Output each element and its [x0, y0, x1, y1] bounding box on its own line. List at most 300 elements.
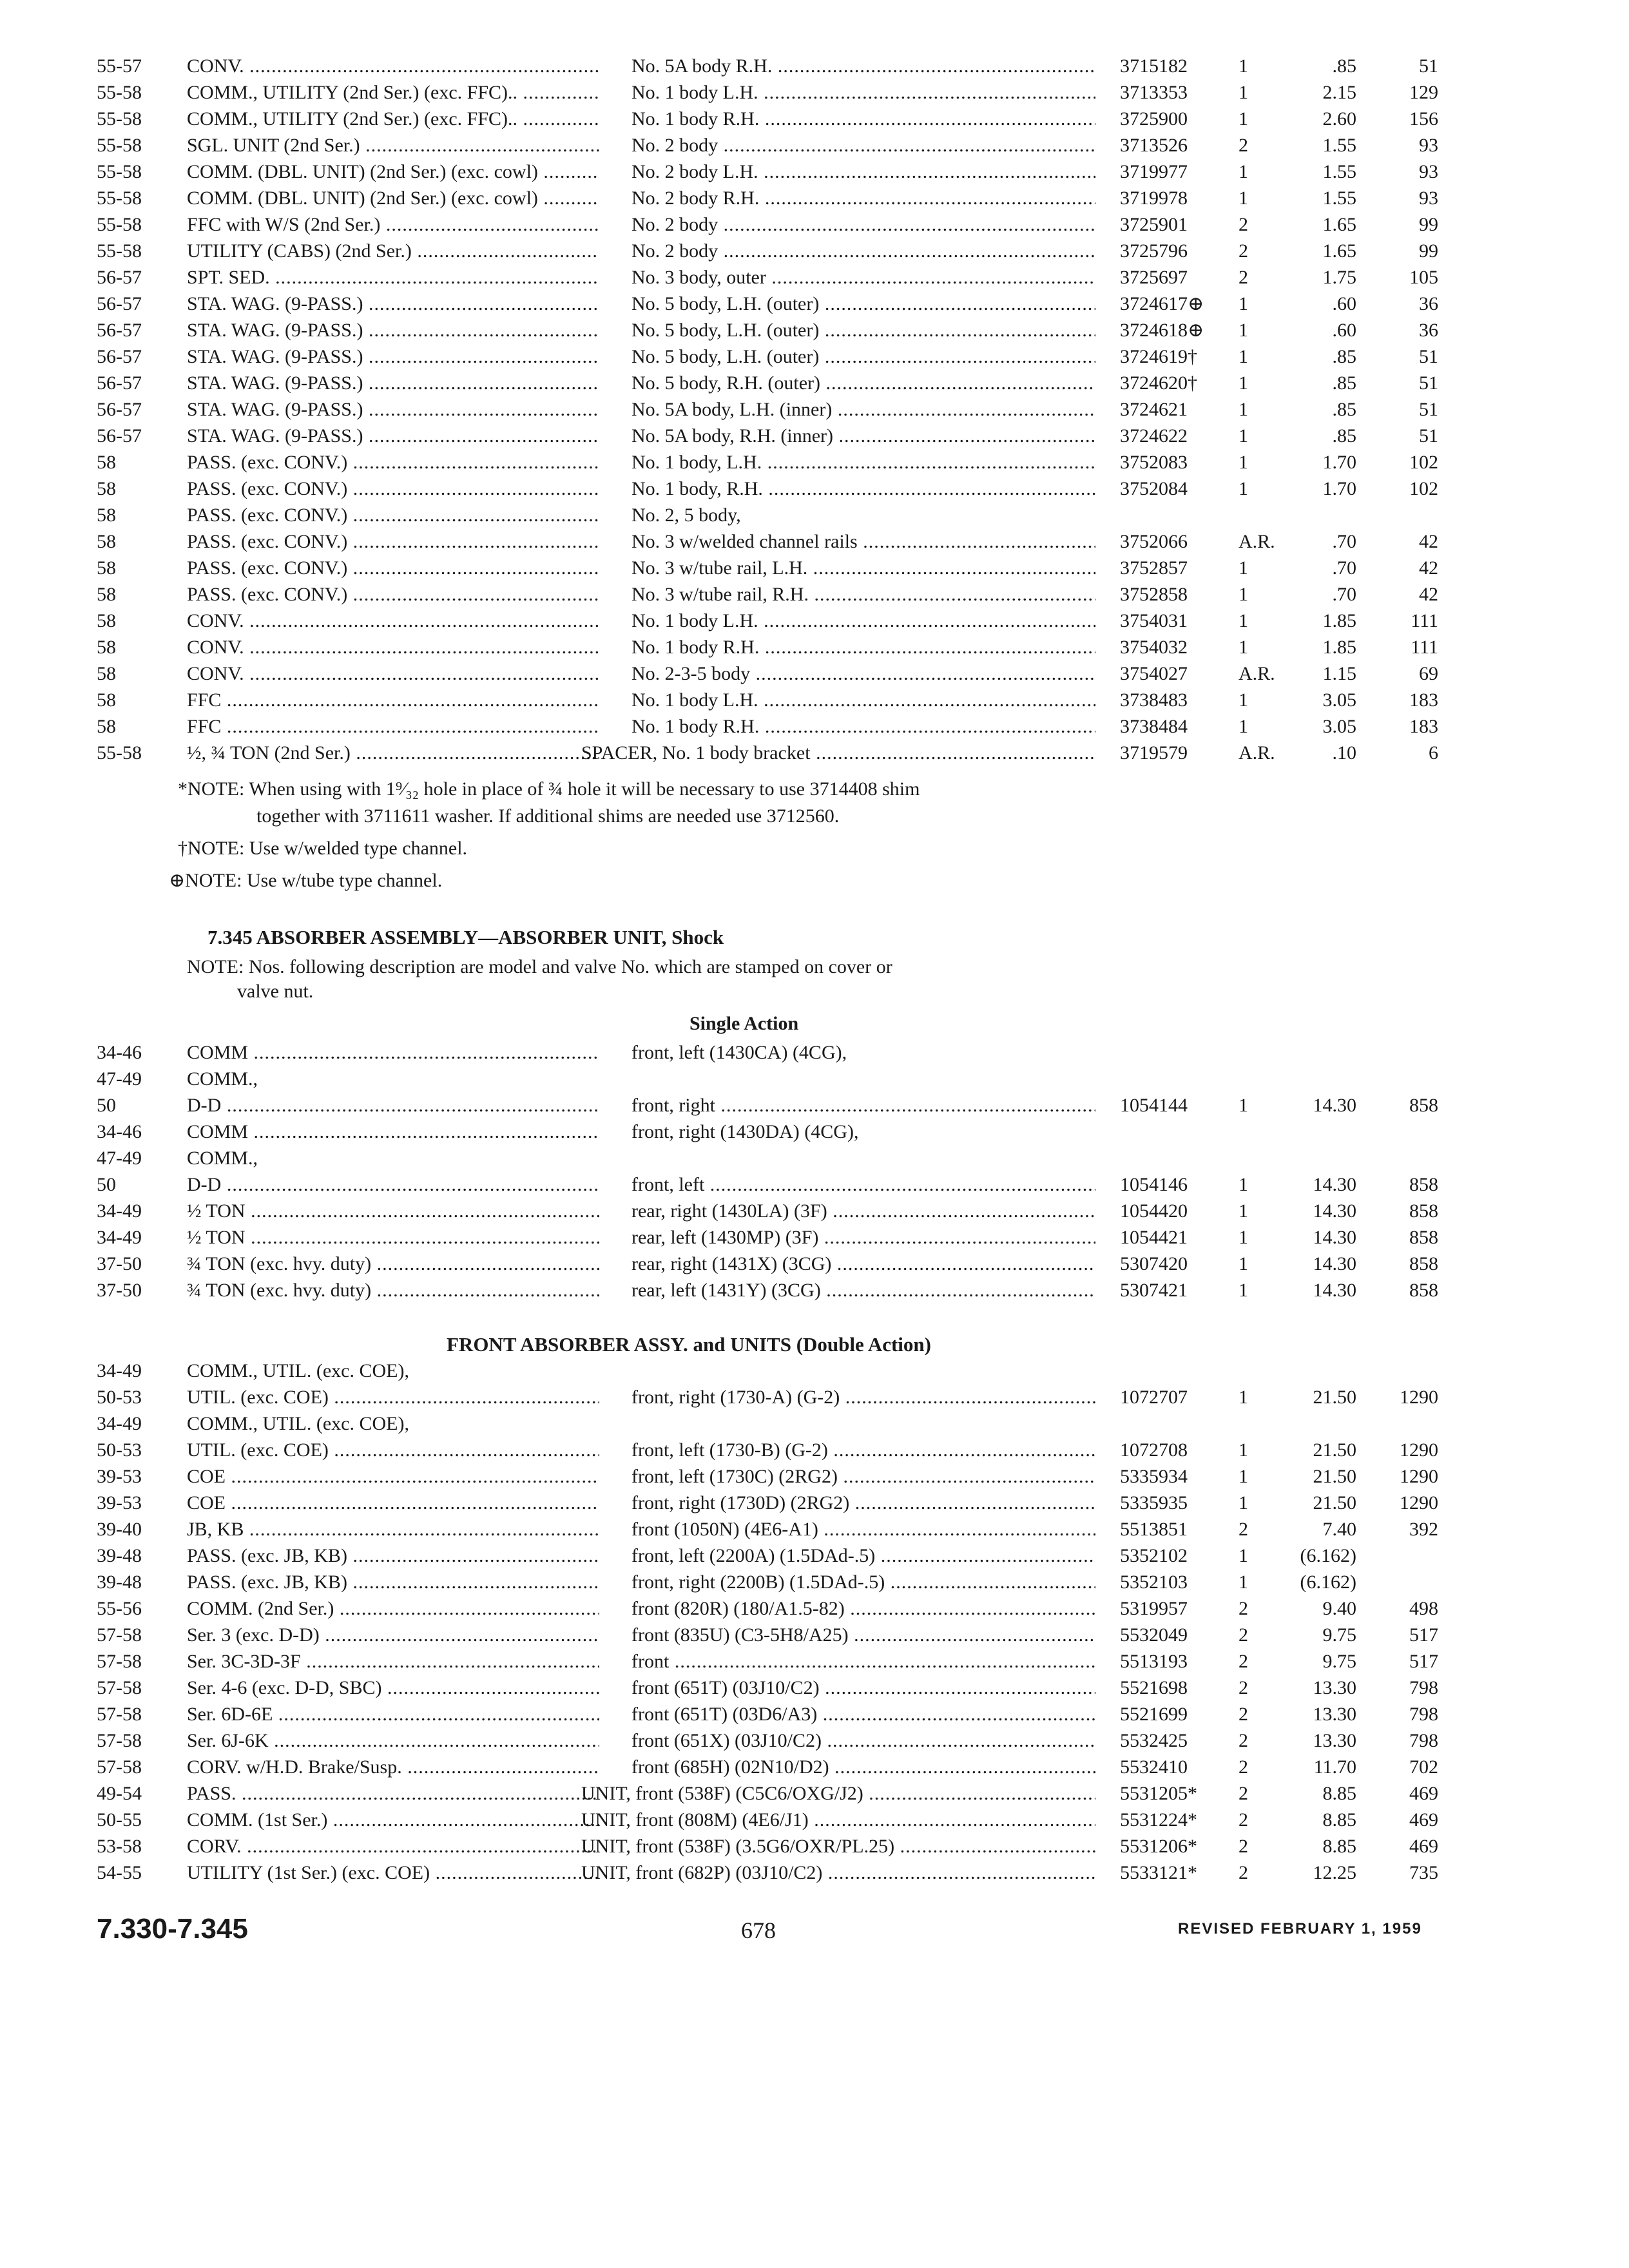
- description-cell: front (685H) (02N10/D2) .....: [631, 1754, 1095, 1780]
- price-alt-cell: 105: [1409, 267, 1438, 288]
- section-heading-double-action: FRONT ABSORBER ASSY. and UNITS (Double Action): [447, 1333, 931, 1356]
- part-number-cell: 5521698: [1120, 1677, 1188, 1698]
- model-cell: STA. WAG. (9-PASS.) .....: [187, 423, 599, 449]
- year-cell: 55-58: [97, 161, 142, 182]
- year-cell: 55-57: [97, 55, 142, 77]
- price-alt-cell: 36: [1419, 293, 1438, 314]
- price-alt-cell: 392: [1409, 1519, 1438, 1540]
- price-alt-cell: 93: [1419, 161, 1438, 182]
- quantity-cell: 1: [1239, 293, 1248, 314]
- quantity-cell: 1: [1239, 161, 1248, 182]
- description-cell: front, left .....: [631, 1172, 1095, 1198]
- price-cell: 14.30: [1313, 1253, 1356, 1274]
- price-alt-cell: 51: [1419, 425, 1438, 447]
- year-cell: 39-48: [97, 1545, 142, 1566]
- year-cell: 58: [97, 531, 116, 552]
- absorber-row: [0, 1119, 1629, 1145]
- year-cell: 58: [97, 452, 116, 473]
- description-cell: front, left (1730-B) (G-2) .....: [631, 1437, 1095, 1463]
- part-number-cell: 3754027: [1120, 663, 1188, 684]
- part-number-cell: 3752084: [1120, 478, 1188, 499]
- quantity-cell: 1: [1239, 452, 1248, 473]
- price-alt-cell: 51: [1419, 399, 1438, 420]
- description-cell: No. 2 body .....: [631, 212, 1095, 238]
- model-cell: CONV. .....: [187, 635, 599, 660]
- price-alt-cell: 42: [1419, 557, 1438, 579]
- year-cell: 50: [97, 1095, 116, 1116]
- price-alt-cell: 858: [1409, 1200, 1438, 1222]
- price-cell: .85: [1332, 425, 1356, 447]
- description-cell: SPACER, No. 1 body bracket .....: [581, 740, 1095, 766]
- model-cell: COMM., UTILITY (2nd Ser.) (exc. FFC).. .....: [187, 106, 599, 132]
- part-row: [0, 582, 1629, 608]
- part-number-cell: 5531205*: [1120, 1783, 1197, 1804]
- quantity-cell: 1: [1239, 1439, 1248, 1461]
- price-cell: 9.75: [1322, 1624, 1356, 1646]
- model-cell: CONV. .....: [187, 53, 599, 79]
- absorber-note: NOTE: Nos. following description are model and valve No. which are stamped on cover or: [187, 956, 892, 977]
- quantity-cell: A.R.: [1239, 742, 1275, 764]
- front-absorber-row: [0, 1649, 1629, 1675]
- model-cell: PASS. (exc. CONV.) .....: [187, 529, 599, 555]
- price-alt-cell: 798: [1409, 1730, 1438, 1751]
- quantity-cell: 1: [1239, 55, 1248, 77]
- price-alt-cell: 51: [1419, 55, 1438, 77]
- part-row: [0, 397, 1629, 423]
- year-cell: 58: [97, 478, 116, 499]
- price-cell: .85: [1332, 399, 1356, 420]
- quantity-cell: 1: [1239, 1174, 1248, 1195]
- quantity-cell: 2: [1239, 1756, 1248, 1778]
- part-number-cell: 5319957: [1120, 1598, 1188, 1619]
- quantity-cell: 1: [1239, 637, 1248, 658]
- price-cell: 7.40: [1322, 1519, 1356, 1540]
- quantity-cell: 1: [1239, 1545, 1248, 1566]
- model-cell: COMM., UTIL. (exc. COE),: [187, 1413, 409, 1434]
- subheading-single-action: Single Action: [689, 1013, 799, 1034]
- front-absorber-row: [0, 1543, 1629, 1569]
- model-cell: CONV. .....: [187, 608, 599, 634]
- quantity-cell: 1: [1239, 1466, 1248, 1487]
- part-number-cell: 1054146: [1120, 1174, 1188, 1195]
- part-row: [0, 318, 1629, 343]
- part-row: [0, 555, 1629, 581]
- part-row: [0, 186, 1629, 211]
- quantity-cell: 1: [1239, 1227, 1248, 1248]
- absorber-row: [0, 1198, 1629, 1224]
- price-alt-cell: 51: [1419, 372, 1438, 394]
- quantity-cell: 1: [1239, 689, 1248, 711]
- description-cell: No. 3 w/tube rail, L.H. .....: [631, 555, 1095, 581]
- year-cell: 56-57: [97, 320, 142, 341]
- description-cell: rear, left (1431Y) (3CG) .....: [631, 1278, 1095, 1303]
- front-absorber-row: [0, 1781, 1629, 1807]
- year-cell: 58: [97, 689, 116, 711]
- model-cell: STA. WAG. (9-PASS.) .....: [187, 291, 599, 317]
- part-number-cell: 3752066: [1120, 531, 1188, 552]
- year-cell: 50-53: [97, 1387, 142, 1408]
- year-cell: 56-57: [97, 267, 142, 288]
- part-number-cell: 3752858: [1120, 584, 1188, 605]
- description-cell: front .....: [631, 1649, 1095, 1675]
- year-cell: 55-56: [97, 1598, 142, 1619]
- part-row: [0, 106, 1629, 132]
- year-cell: 39-53: [97, 1466, 142, 1487]
- model-cell: Ser. 3 (exc. D-D) .....: [187, 1622, 599, 1648]
- price-cell: 2.60: [1322, 108, 1356, 130]
- price-alt-cell: 469: [1409, 1809, 1438, 1831]
- part-number-cell: 5533121*: [1120, 1862, 1197, 1883]
- price-alt-cell: 93: [1419, 187, 1438, 209]
- part-row: [0, 159, 1629, 185]
- model-cell: Ser. 6D-6E .....: [187, 1702, 599, 1727]
- year-cell: 50-53: [97, 1439, 142, 1461]
- front-absorber-row: [0, 1411, 1629, 1437]
- footer-section-range: 7.330-7.345: [97, 1913, 248, 1945]
- model-cell: COMM., UTILITY (2nd Ser.) (exc. FFC).. .....: [187, 80, 599, 106]
- part-number-cell: 1054421: [1120, 1227, 1188, 1248]
- price-cell: 13.30: [1313, 1730, 1356, 1751]
- quantity-cell: 1: [1239, 320, 1248, 341]
- model-cell: COMM. (DBL. UNIT) (2nd Ser.) (exc. cowl) .....: [187, 159, 599, 185]
- price-alt-cell: 111: [1411, 637, 1438, 658]
- model-cell: COMM .....: [187, 1040, 599, 1066]
- year-cell: 37-50: [97, 1280, 142, 1301]
- price-alt-cell: 517: [1409, 1624, 1438, 1646]
- part-row: [0, 291, 1629, 317]
- model-cell: COMM. (1st Ser.) .....: [187, 1807, 599, 1833]
- description-cell: No. 5 body, L.H. (outer) .....: [631, 344, 1095, 370]
- price-alt-cell: 183: [1409, 689, 1438, 711]
- part-number-cell: 5335935: [1120, 1492, 1188, 1514]
- footer-revised-date: REVISED FEBRUARY 1, 1959: [1178, 1920, 1422, 1937]
- description-cell: UNIT, front (538F) (C5C6/OXG/J2) .....: [581, 1781, 1095, 1807]
- year-cell: 55-58: [97, 135, 142, 156]
- year-cell: 55-58: [97, 214, 142, 235]
- part-number-cell: 3725697: [1120, 267, 1188, 288]
- description-cell: No. 5 body, R.H. (outer) .....: [631, 370, 1095, 396]
- quantity-cell: 1: [1239, 610, 1248, 631]
- absorber-row: [0, 1225, 1629, 1251]
- part-row: [0, 635, 1629, 660]
- price-cell: 1.55: [1322, 187, 1356, 209]
- year-cell: 57-58: [97, 1756, 142, 1778]
- part-row: [0, 80, 1629, 106]
- part-number-cell: 1054144: [1120, 1095, 1188, 1116]
- year-cell: 58: [97, 663, 116, 684]
- quantity-cell: 1: [1239, 399, 1248, 420]
- price-alt-cell: 69: [1419, 663, 1438, 684]
- model-cell: STA. WAG. (9-PASS.) .....: [187, 318, 599, 343]
- year-cell: 55-58: [97, 82, 142, 103]
- price-cell: (6.162): [1300, 1545, 1356, 1566]
- quantity-cell: 1: [1239, 1492, 1248, 1514]
- quantity-cell: 1: [1239, 372, 1248, 394]
- part-row: [0, 450, 1629, 476]
- model-cell: COMM. (DBL. UNIT) (2nd Ser.) (exc. cowl) .....: [187, 186, 599, 211]
- quantity-cell: 1: [1239, 1253, 1248, 1274]
- description-cell: front (835U) (C3-5H8/A25) .....: [631, 1622, 1095, 1648]
- quantity-cell: A.R.: [1239, 663, 1275, 684]
- part-number-cell: 3724622: [1120, 425, 1188, 447]
- quantity-cell: 2: [1239, 1651, 1248, 1672]
- price-cell: 14.30: [1313, 1200, 1356, 1222]
- note-welded: †NOTE: Use w/welded type channel.: [178, 838, 468, 859]
- price-cell: 1.55: [1322, 161, 1356, 182]
- model-cell: CORV. w/H.D. Brake/Susp. .....: [187, 1754, 599, 1780]
- year-cell: 55-58: [97, 187, 142, 209]
- year-cell: 58: [97, 716, 116, 737]
- description-cell: No. 2 body R.H. .....: [631, 186, 1095, 211]
- part-number-cell: 3713526: [1120, 135, 1188, 156]
- part-number-cell: 3752857: [1120, 557, 1188, 579]
- absorber-row: [0, 1251, 1629, 1277]
- front-absorber-row: [0, 1728, 1629, 1754]
- section-heading-7-345: 7.345 ABSORBER ASSEMBLY—ABSORBER UNIT, Shock: [207, 926, 724, 948]
- absorber-note-cont: valve nut.: [237, 981, 314, 1002]
- description-cell: No. 5 body, L.H. (outer) .....: [631, 318, 1095, 343]
- price-cell: 1.15: [1322, 663, 1356, 684]
- price-alt-cell: 735: [1409, 1862, 1438, 1883]
- price-cell: 1.75: [1322, 267, 1356, 288]
- year-cell: 39-48: [97, 1571, 142, 1593]
- absorber-row: [0, 1093, 1629, 1119]
- front-absorber-row: [0, 1702, 1629, 1727]
- description-cell: No. 5A body R.H. .....: [631, 53, 1095, 79]
- part-number-cell: 5532410: [1120, 1756, 1188, 1778]
- model-cell: UTIL. (exc. COE) .....: [187, 1385, 599, 1410]
- model-cell: D-D .....: [187, 1172, 599, 1198]
- front-absorber-row: [0, 1385, 1629, 1410]
- note-shim-cont: together with 3711611 washer. If additional shims are needed use 3712560.: [256, 805, 840, 827]
- part-number-cell: 5352103: [1120, 1571, 1188, 1593]
- quantity-cell: 1: [1239, 346, 1248, 367]
- part-row: [0, 423, 1629, 449]
- description-cell: No. 2 body L.H. .....: [631, 159, 1095, 185]
- price-cell: 1.70: [1322, 452, 1356, 473]
- year-cell: 58: [97, 637, 116, 658]
- description-cell: No. 3 w/welded channel rails .....: [631, 529, 1095, 555]
- price-alt-cell: 858: [1409, 1280, 1438, 1301]
- year-cell: 56-57: [97, 293, 142, 314]
- description-cell: No. 5 body, L.H. (outer) .....: [631, 291, 1095, 317]
- part-number-cell: 3724621: [1120, 399, 1188, 420]
- price-cell: 14.30: [1313, 1174, 1356, 1195]
- part-row: [0, 476, 1629, 502]
- part-number-cell: 5513193: [1120, 1651, 1188, 1672]
- part-number-cell: 3738484: [1120, 716, 1188, 737]
- price-cell: 8.85: [1322, 1809, 1356, 1831]
- year-cell: 50: [97, 1174, 116, 1195]
- absorber-row: [0, 1040, 1629, 1066]
- price-alt-cell: 1290: [1400, 1439, 1438, 1461]
- description-cell: No. 1 body R.H. .....: [631, 714, 1095, 740]
- quantity-cell: 1: [1239, 1280, 1248, 1301]
- front-absorber-row: [0, 1807, 1629, 1833]
- part-number-cell: 5521699: [1120, 1704, 1188, 1725]
- part-number-cell: 3725796: [1120, 240, 1188, 262]
- price-cell: 1.70: [1322, 478, 1356, 499]
- description-cell: rear, right (1430LA) (3F) .....: [631, 1198, 1095, 1224]
- price-alt-cell: 517: [1409, 1651, 1438, 1672]
- part-number-cell: 3724618⊕: [1120, 320, 1204, 341]
- note-shim: *NOTE: When using with 1⁹⁄₃₂ hole in place of ¾ hole it will be necessary to use 3714408 shim: [178, 778, 920, 800]
- description-cell: front, right (1430DA) (4CG),: [631, 1121, 859, 1142]
- model-cell: PASS. (exc. CONV.) .....: [187, 555, 599, 581]
- description-cell: UNIT, front (538F) (3.5G6/OXR/PL.25) .....: [581, 1834, 1095, 1860]
- model-cell: ½, ¾ TON (2nd Ser.) .....: [187, 740, 599, 766]
- price-alt-cell: 469: [1409, 1783, 1438, 1804]
- price-cell: 9.40: [1322, 1598, 1356, 1619]
- part-number-cell: 5532425: [1120, 1730, 1188, 1751]
- description-cell: No. 1 body, R.H. .....: [631, 476, 1095, 502]
- part-row: [0, 661, 1629, 687]
- price-cell: 1.65: [1322, 214, 1356, 235]
- description-cell: No. 2-3-5 body .....: [631, 661, 1095, 687]
- price-cell: 14.30: [1313, 1227, 1356, 1248]
- model-cell: Ser. 4-6 (exc. D-D, SBC) .....: [187, 1675, 599, 1701]
- price-cell: 1.85: [1322, 610, 1356, 631]
- model-cell: JB, KB .....: [187, 1517, 599, 1542]
- front-absorber-row: [0, 1517, 1629, 1542]
- price-alt-cell: 498: [1409, 1598, 1438, 1619]
- price-alt-cell: 798: [1409, 1677, 1438, 1698]
- price-cell: 13.30: [1313, 1704, 1356, 1725]
- price-alt-cell: 111: [1411, 610, 1438, 631]
- quantity-cell: 1: [1239, 187, 1248, 209]
- part-number-cell: 5513851: [1120, 1519, 1188, 1540]
- quantity-cell: 1: [1239, 716, 1248, 737]
- model-cell: PASS. (exc. CONV.) .....: [187, 476, 599, 502]
- part-number-cell: 3752083: [1120, 452, 1188, 473]
- model-cell: COMM., UTIL. (exc. COE),: [187, 1360, 409, 1381]
- model-cell: STA. WAG. (9-PASS.) .....: [187, 397, 599, 423]
- price-cell: 3.05: [1322, 689, 1356, 711]
- quantity-cell: 2: [1239, 1704, 1248, 1725]
- price-alt-cell: 42: [1419, 584, 1438, 605]
- model-cell: ½ TON .....: [187, 1198, 599, 1224]
- quantity-cell: 2: [1239, 1730, 1248, 1751]
- year-cell: 55-58: [97, 108, 142, 130]
- description-cell: No. 1 body R.H. .....: [631, 635, 1095, 660]
- part-number-cell: 5531206*: [1120, 1836, 1197, 1857]
- quantity-cell: 1: [1239, 478, 1248, 499]
- quantity-cell: 1: [1239, 1571, 1248, 1593]
- description-cell: No. 5A body, R.H. (inner) .....: [631, 423, 1095, 449]
- description-cell: front, left (1730C) (2RG2) .....: [631, 1464, 1095, 1490]
- price-cell: 13.30: [1313, 1677, 1356, 1698]
- description-cell: front, right (1730-A) (G-2) .....: [631, 1385, 1095, 1410]
- quantity-cell: 1: [1239, 82, 1248, 103]
- price-cell: .70: [1332, 584, 1356, 605]
- year-cell: 34-49: [97, 1227, 142, 1248]
- part-row: [0, 53, 1629, 79]
- quantity-cell: 1: [1239, 108, 1248, 130]
- model-cell: SPT. SED. .....: [187, 265, 599, 291]
- quantity-cell: 2: [1239, 1519, 1248, 1540]
- model-cell: ½ TON .....: [187, 1225, 599, 1251]
- model-cell: UTIL. (exc. COE) .....: [187, 1437, 599, 1463]
- price-alt-cell: 99: [1419, 240, 1438, 262]
- description-cell: No. 1 body L.H. .....: [631, 687, 1095, 713]
- model-cell: UTILITY (CABS) (2nd Ser.) .....: [187, 238, 599, 264]
- model-cell: FFC .....: [187, 687, 599, 713]
- price-alt-cell: 6: [1429, 742, 1438, 764]
- front-absorber-row: [0, 1675, 1629, 1701]
- year-cell: 34-49: [97, 1200, 142, 1222]
- price-cell: .70: [1332, 531, 1356, 552]
- year-cell: 58: [97, 584, 116, 605]
- part-row: [0, 370, 1629, 396]
- model-cell: PASS. (exc. JB, KB) .....: [187, 1543, 599, 1569]
- footer-page-number: 678: [741, 1917, 776, 1943]
- price-alt-cell: 702: [1409, 1756, 1438, 1778]
- absorber-row: [0, 1172, 1629, 1198]
- price-cell: 1.55: [1322, 135, 1356, 156]
- model-cell: ¾ TON (exc. hvy. duty) .....: [187, 1278, 599, 1303]
- quantity-cell: 2: [1239, 135, 1248, 156]
- year-cell: 47-49: [97, 1068, 142, 1090]
- price-alt-cell: 93: [1419, 135, 1438, 156]
- part-number-cell: 5307420: [1120, 1253, 1188, 1274]
- price-alt-cell: 858: [1409, 1174, 1438, 1195]
- description-cell: front, right .....: [631, 1093, 1095, 1119]
- part-number-cell: 3725901: [1120, 214, 1188, 235]
- year-cell: 56-57: [97, 425, 142, 447]
- description-cell: UNIT, front (808M) (4E6/J1) .....: [581, 1807, 1095, 1833]
- part-number-cell: 3715182: [1120, 55, 1188, 77]
- part-number-cell: 1054420: [1120, 1200, 1188, 1222]
- part-number-cell: 5307421: [1120, 1280, 1188, 1301]
- description-cell: No. 1 body L.H. .....: [631, 608, 1095, 634]
- description-cell: rear, right (1431X) (3CG) .....: [631, 1251, 1095, 1277]
- front-absorber-row: [0, 1860, 1629, 1886]
- model-cell: Ser. 6J-6K .....: [187, 1728, 599, 1754]
- part-number-cell: 5531224*: [1120, 1809, 1197, 1831]
- price-alt-cell: 858: [1409, 1227, 1438, 1248]
- model-cell: PASS. .....: [187, 1781, 599, 1807]
- quantity-cell: A.R.: [1239, 531, 1275, 552]
- front-absorber-row: [0, 1622, 1629, 1648]
- front-absorber-row: [0, 1754, 1629, 1780]
- front-absorber-row: [0, 1437, 1629, 1463]
- year-cell: 34-46: [97, 1042, 142, 1063]
- description-cell: front (1050N) (4E6-A1) .....: [631, 1517, 1095, 1542]
- price-alt-cell: 858: [1409, 1253, 1438, 1274]
- model-cell: COE .....: [187, 1464, 599, 1490]
- price-alt-cell: 42: [1419, 531, 1438, 552]
- year-cell: 58: [97, 610, 116, 631]
- note-tube: ⊕NOTE: Use w/tube type channel.: [169, 870, 443, 891]
- part-number-cell: 5532049: [1120, 1624, 1188, 1646]
- part-number-cell: 1072708: [1120, 1439, 1188, 1461]
- price-cell: 12.25: [1313, 1862, 1356, 1883]
- description-cell: front, left (1430CA) (4CG),: [631, 1042, 847, 1063]
- price-cell: 21.50: [1313, 1387, 1356, 1408]
- part-number-cell: 3719579: [1120, 742, 1188, 764]
- quantity-cell: 1: [1239, 1387, 1248, 1408]
- year-cell: 55-58: [97, 742, 142, 764]
- price-alt-cell: 858: [1409, 1095, 1438, 1116]
- price-alt-cell: 102: [1409, 452, 1438, 473]
- price-cell: 21.50: [1313, 1466, 1356, 1487]
- part-row: [0, 238, 1629, 264]
- year-cell: 55-58: [97, 240, 142, 262]
- quantity-cell: 2: [1239, 240, 1248, 262]
- model-cell: CONV. .....: [187, 661, 599, 687]
- model-cell: PASS. (exc. CONV.) .....: [187, 582, 599, 608]
- model-cell: PASS. (exc. JB, KB) .....: [187, 1570, 599, 1595]
